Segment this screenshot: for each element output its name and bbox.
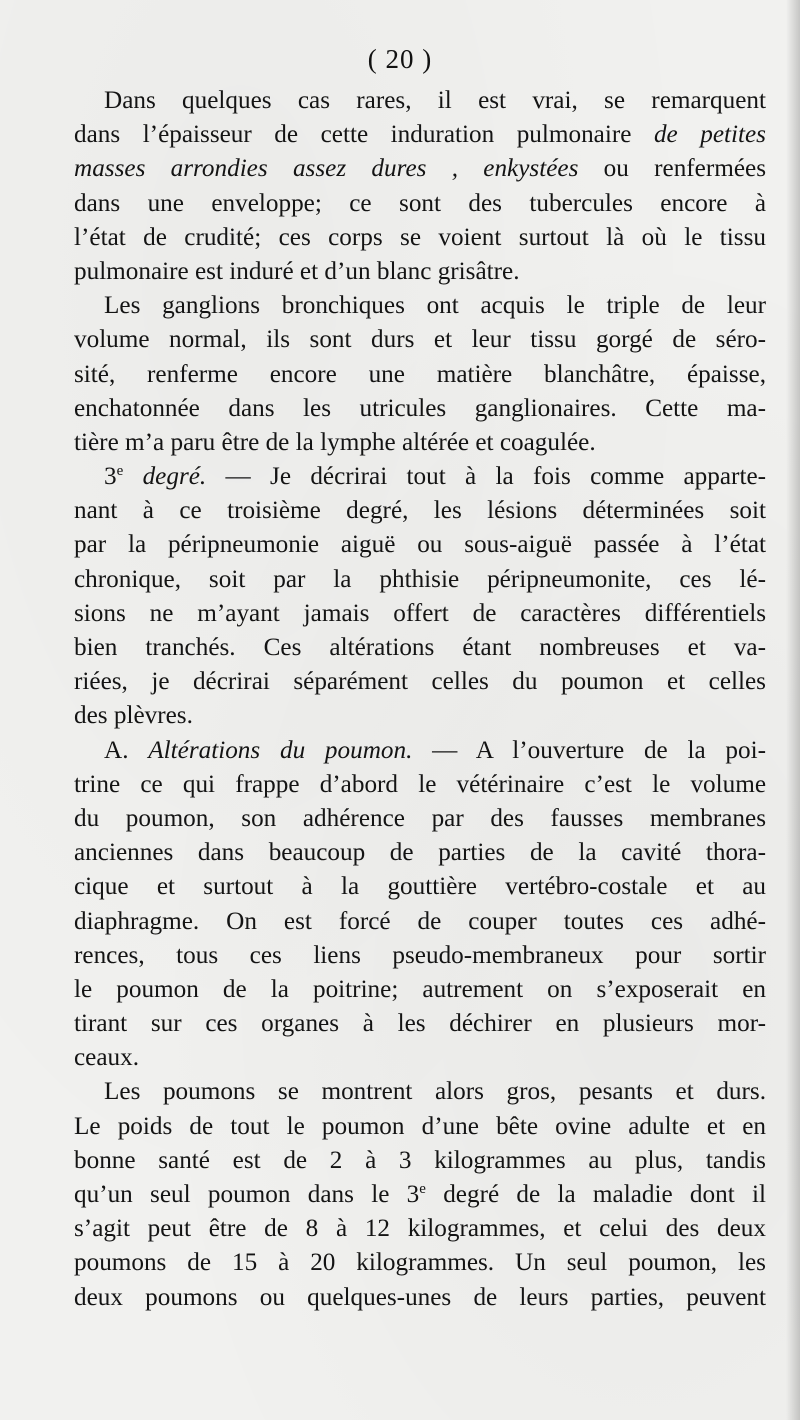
text-line xyxy=(74,1178,766,1212)
body-text xyxy=(74,84,766,1315)
text-run: Le poids de tout le poumon d’une bête ovine adulte et en xyxy=(74,1112,766,1140)
text-run: rences, tous ces liens pseudo-membraneux pour sortir xyxy=(74,941,766,969)
text-line xyxy=(74,870,766,904)
text-run: ceaux. xyxy=(74,1044,140,1072)
text-run: Les ganglions bronchiques ont acquis le triple de leur xyxy=(104,292,766,320)
text-run: diaphragme. On est forcé de couper toutes ces adhé- xyxy=(74,907,766,935)
text-run: chronique, soit par la phthisie péripneumonite, ces lé- xyxy=(74,565,766,593)
text-line xyxy=(74,768,766,802)
text-line xyxy=(74,1007,766,1041)
text-line xyxy=(74,665,766,699)
text-line xyxy=(74,289,766,323)
text-run: A. xyxy=(104,736,149,764)
text-run: bonne santé est de 2 à 3 kilogrammes au plus, tandis xyxy=(74,1146,766,1174)
text-run: 3 xyxy=(104,463,117,491)
text-run: — Je décrirai tout à la fois comme apparte- xyxy=(206,463,766,491)
text-run: poumons de 15 à 20 kilogrammes. Un seul poumon, les xyxy=(74,1249,766,1277)
italic-text: Altérations du poumon. xyxy=(148,736,413,764)
text-line xyxy=(74,1144,766,1178)
text-run: degré de la maladie dont il xyxy=(425,1181,766,1208)
text-line xyxy=(74,392,766,426)
italic-text: degré. xyxy=(142,463,207,491)
text-run: par la péripneumonie aiguë ou sous-aiguë passée à l’état xyxy=(74,531,766,559)
text-line xyxy=(74,939,766,973)
text-line xyxy=(74,528,766,562)
text-run: des plèvres. xyxy=(74,702,193,730)
text-run: Les poumons se montrent alors gros, pesants et durs. xyxy=(104,1078,766,1106)
text-run: Dans quelques cas rares, il est vrai, se remarquent xyxy=(104,87,766,114)
text-line xyxy=(74,836,766,870)
text-run: du poumon, son adhérence par des fausses membranes xyxy=(74,804,766,832)
text-line xyxy=(74,494,766,528)
text-line xyxy=(74,221,766,255)
text-line xyxy=(74,597,766,631)
text-run: dans une enveloppe; ce sont des tubercules encore à xyxy=(74,189,766,217)
superscript: e xyxy=(419,1181,426,1197)
text-run: pulmonaire est induré et d’un blanc grisâtre. xyxy=(74,257,520,285)
text-line xyxy=(74,187,766,221)
text-run: riées, je décrirai séparément celles du poumon et celles xyxy=(74,668,766,696)
text-run: l’état de crudité; ces corps se voient surtout là où le tissu xyxy=(74,223,766,251)
text-run: ou renfermées xyxy=(578,155,766,183)
text-run: tirant sur ces organes à les déchirer en plusieurs mor- xyxy=(74,1010,766,1038)
text-run: sité, renferme encore une matière blanchâtre, épaisse, xyxy=(74,360,766,388)
text-run: s’agit peut être de 8 à 12 kilogrammes, et celui des deux xyxy=(74,1215,766,1243)
text-line xyxy=(74,1246,766,1280)
page-edge-shadow xyxy=(786,0,800,1420)
italic-text: de petites xyxy=(653,121,766,149)
text-line xyxy=(74,1110,766,1144)
text-run xyxy=(123,463,142,490)
text-line xyxy=(74,1212,766,1246)
text-line xyxy=(74,358,766,392)
text-line xyxy=(74,699,766,733)
superscript: e xyxy=(116,463,124,480)
text-run: tière m’a paru être de la lymphe altérée et coagulée. xyxy=(74,428,596,456)
page-number: ( 20 ) xyxy=(367,44,433,74)
text-line xyxy=(74,1041,766,1075)
text-run: cique et surtout à la gouttière vertébro-costale et au xyxy=(74,873,766,901)
text-line xyxy=(74,973,766,1007)
text-run: — A l’ouverture de la poi- xyxy=(412,736,766,764)
text-run: deux poumons ou quelques-unes de leurs parties, peuvent xyxy=(74,1283,766,1311)
text-run: dans l’épaisseur de cette induration pulmonaire xyxy=(74,121,654,149)
text-line xyxy=(74,734,766,768)
italic-text: masses arrondies assez dures , enkystées xyxy=(74,155,579,183)
text-run: nant à ce troisième degré, les lésions déterminées soit xyxy=(74,497,766,525)
text-line xyxy=(74,84,766,118)
text-run: bien tranchés. Ces altérations étant nombreuses et va- xyxy=(74,634,766,661)
text-run: le poumon de la poitrine; autrement on s’exposerait en xyxy=(74,975,766,1003)
text-line xyxy=(74,563,766,597)
text-run: sions ne m’ayant jamais offert de caractères différentiels xyxy=(74,599,766,627)
text-line xyxy=(74,152,766,186)
text-line xyxy=(74,905,766,939)
text-line xyxy=(74,631,766,665)
text-line xyxy=(74,323,766,357)
text-line xyxy=(74,802,766,836)
text-run: qu’un seul poumon dans le 3 xyxy=(74,1181,420,1208)
text-line xyxy=(74,426,766,460)
text-line xyxy=(74,1075,766,1109)
text-run: anciennes dans beaucoup de parties de la cavité thora- xyxy=(74,839,766,867)
text-run: enchatonnée dans les utricules ganglionaires. Cette ma- xyxy=(74,394,766,422)
text-line xyxy=(74,255,766,289)
text-line xyxy=(74,460,766,494)
text-line xyxy=(74,118,766,152)
text-run: volume normal, ils sont durs et leur tissu gorgé de séro- xyxy=(74,326,766,354)
text-run: trine ce qui frappe d’abord le vétérinaire c’est le volume xyxy=(74,770,766,798)
text-line xyxy=(74,1281,766,1315)
